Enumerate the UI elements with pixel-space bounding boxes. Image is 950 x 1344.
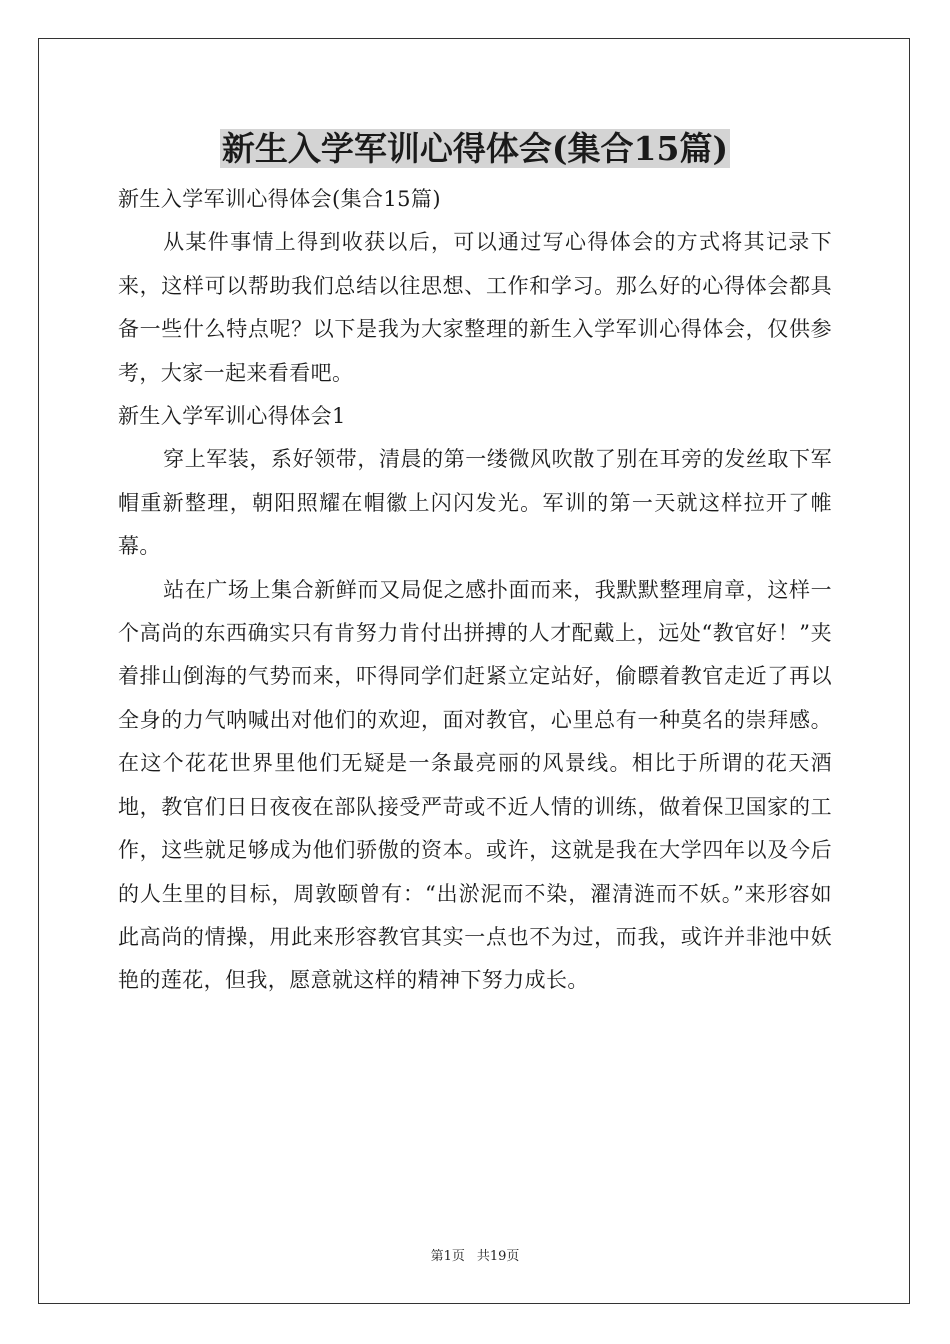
page-total: 共19页 <box>476 1249 520 1264</box>
document-title <box>0 124 950 174</box>
body-paragraph-1: 穿上军装，系好领带，清晨的第一缕微风吹散了别在耳旁的发丝取下军帽重新整理，朝阳照耀在帽徽上闪闪发光。军训的第一天就这样拉开了帷幕。 <box>118 447 832 559</box>
body-paragraph-2: 站在广场上集合新鲜而又局促之感扑面而来，我默默整理肩章，这样一个高尚的东西确实只有肯努力肯付出拼搏的人才配戴上，远处“教官好！”夹着排山倒海的气势而来，吓得同学们赶紧立定站好，偷瞟着教官走近了再以全身的力气呐喊出对他们的欢迎，面对教官，心里总有一种莫名的崇拜感。在这个花花世界里他们无疑是一条最亮丽的风景线。相比于所谓的花天酒地，教官们日日夜夜在部队接受严苛或不近人情的训练，做着保卫国家的工作，这些就足够成为他们骄傲的资本。或许，这就是我在大学四年以及今后的人生里的目标，周敦颐曾有：“出淤泥而不染，濯清涟而不妖。”来形容如此高尚的情操，用此来形容教官其实一点也不为过，而我，或许并非池中妖艳的莲花，但我，愿意就这样的精神下努力成长。 <box>118 577 832 993</box>
section-heading-1: 新生入学军训心得体会1 <box>118 404 346 429</box>
page-footer <box>0 1245 950 1264</box>
page-number: 第1页 <box>430 1249 465 1264</box>
document-title-text: 新生入学军训心得体会(集合15篇) <box>221 129 729 168</box>
intro-paragraph: 从某件事情上得到收获以后，可以通过写心得体会的方式将其记录下来，这样可以帮助我们总结以往思想、工作和学习。那么好的心得体会都具备一些什么特点呢？以下是我为大家整理的新生入学军训心得体会，仅供参考，大家一起来看看吧。 <box>118 230 832 385</box>
document-body <box>118 178 832 1003</box>
subtitle-line: 新生入学军训心得体会(集合15篇) <box>118 187 441 211</box>
